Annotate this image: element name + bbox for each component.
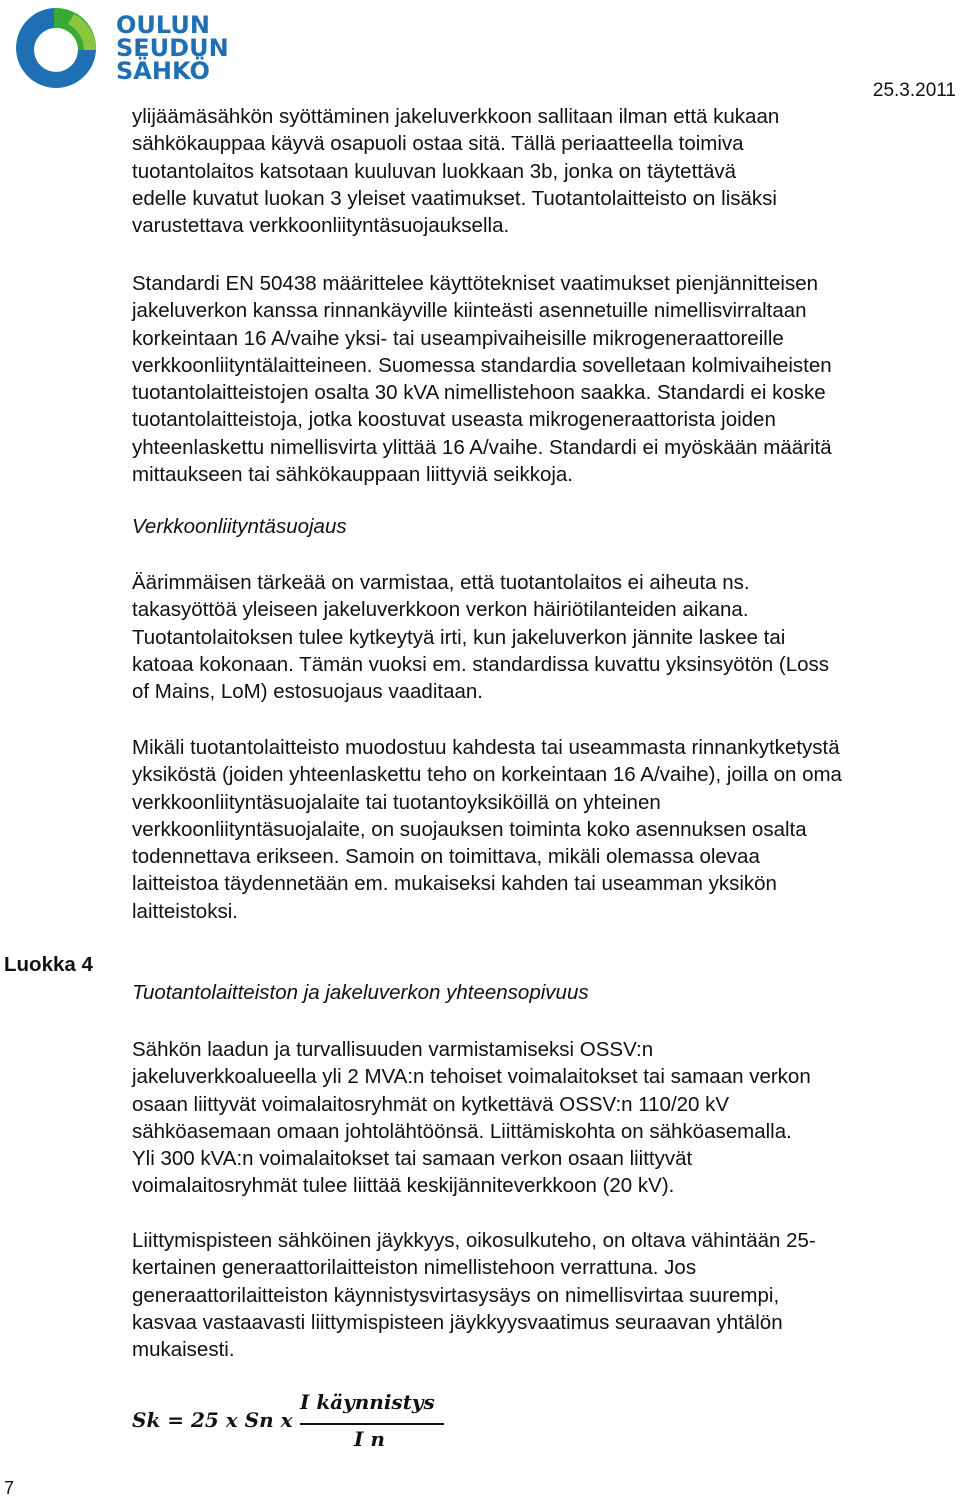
text-line: Liittymispisteen sähköinen jäykkyys, oikosulkuteho, on oltava vähintään 25- xyxy=(132,1229,816,1252)
text-line: sähköasemaan omaan johtolähtöönsä. Liittämiskohta on sähköasemalla. xyxy=(132,1119,792,1143)
text-line: Standardi EN 50438 määrittelee käyttötekniset vaatimukset pienjännitteisen xyxy=(132,272,819,295)
text-line: tuotantolaitteistoja, jotka koostuvat useasta mikrogeneraattorista joiden xyxy=(132,408,776,432)
logo-line: SEUDUN xyxy=(116,34,229,62)
text-line: mittaukseen tai sähkökauppaan liittyviä seikkoja. xyxy=(132,463,573,487)
logo-line: SÄHKÖ xyxy=(116,57,210,85)
text-line: Mikäli tuotantolaitteisto muodostuu kahdesta tai useammasta rinnankytketystä xyxy=(132,736,840,759)
text-line: Tuotantolaitoksen tulee kytkeytyä irti, kun jakeluverkon jännite laskee tai xyxy=(132,625,786,649)
formula-lhs: Sk = 25 x Sn x xyxy=(132,1408,293,1432)
text-line: jakeluverkkoalueella yli 2 MVA:n tehoiset voimalaitokset tai samaan verkon xyxy=(132,1065,811,1089)
text-line: of Mains, LoM) estosuojaus vaaditaan. xyxy=(132,680,483,704)
text-line: Yli 300 kVA:n voimalaitokset tai samaan verkon osaan liittyvät xyxy=(132,1147,693,1171)
text-line: osaan liittyvät voimalaitosryhmät on kytkettävä OSSV:n 110/20 kV xyxy=(132,1092,730,1116)
text-line: mukaisesti. xyxy=(132,1338,235,1362)
text-line: Äärimmäisen tärkeää on varmistaa, että tuotantolaitos ei aiheuta ns. xyxy=(132,571,750,594)
section-heading-protection: Verkkoonliityntäsuojaus xyxy=(132,515,347,538)
class-label: Luokka 4 xyxy=(4,953,93,976)
text-line: tuotantolaitteistojen osalta 30 kVA nimellistehoon saakka. Standardi ei koske xyxy=(132,381,826,405)
paragraph-stiffness xyxy=(132,1227,958,1363)
text-line: sähkökauppaa käyvä osapuoli ostaa sitä. Tällä periaatteella toimiva xyxy=(132,132,744,156)
text-line: laitteistoksi. xyxy=(132,899,238,923)
formula-numerator: I käynnistys xyxy=(300,1390,435,1414)
text-line: kasvaa vastaavasti liittymispisteen jäykkyysvaatimus seuraavan yhtälön xyxy=(132,1310,783,1334)
text-line: todennettava erikseen. Samoin on toimittava, mikäli olemassa olevaa xyxy=(132,845,760,869)
text-line: verkkoonliityntälaitteineen. Suomessa standardia sovelletaan kolmivaiheisten xyxy=(132,353,832,377)
text-line: jakeluverkon kanssa rinnankäyville kiinteästi asennetuille nimellisvirraltaan xyxy=(132,299,807,323)
document-date: 25.3.2011 xyxy=(872,80,956,101)
text-line: verkkoonliityntäsuojalaite tai tuotantoyksiköillä on yhteinen xyxy=(132,790,661,814)
paragraph-backfeed xyxy=(132,103,958,239)
text-line: ylijäämäsähkön syöttäminen jakeluverkkoon sallitaan ilman että kukaan xyxy=(132,105,780,128)
logo-line: OULUN xyxy=(116,11,210,39)
text-line: katoaa kokonaan. Tämän vuoksi em. standardissa kuvattu yksinsyötön (Loss xyxy=(132,652,829,676)
page-number: 7 xyxy=(4,1478,15,1498)
section-heading-compatibility: Tuotantolaitteiston ja jakeluverkon yhteensopivuus xyxy=(132,981,589,1004)
text-line: Sähkön laadun ja turvallisuuden varmistamiseksi OSSV:n xyxy=(132,1038,654,1061)
paragraph-lom-protection xyxy=(132,569,958,705)
text-line: edelle kuvatut luokan 3 yleiset vaatimukset. Tuotantolaitteisto on lisäksi xyxy=(132,186,777,210)
text-line: verkkoonliityntäsuojalaite, on suojauksen toiminta koko asennuksen osalta xyxy=(132,817,807,841)
text-line: tuotantolaitos katsotaan kuuluvan luokkaan 3b, jonka on täytettävä xyxy=(132,159,737,183)
paragraph-standard-en50438 xyxy=(132,270,958,488)
text-line: voimalaitosryhmät tulee liittää keskijänniteverkkoon (20 kV). xyxy=(132,1174,675,1198)
stiffness-formula xyxy=(132,1390,462,1460)
logo-mark-icon xyxy=(4,2,104,92)
text-line: laitteistoa täydennetään em. mukaiseksi kahden tai useamman yksikön xyxy=(132,872,777,896)
text-line: takasyöttöä yleiseen jakeluverkkoon verkon häiriötilanteiden aikana. xyxy=(132,598,749,622)
logo-wordmark xyxy=(116,11,229,85)
formula-denominator: I n xyxy=(354,1427,385,1451)
paragraph-power-quality xyxy=(132,1036,958,1200)
paragraph-multiple-units xyxy=(132,734,958,925)
text-line: generaattorilaitteiston käynnistysvirtasysäys on nimellisvirtaa suurempi, xyxy=(132,1283,780,1307)
text-line: kertainen generaattorilaitteiston nimellistehoon verrattuna. Jos xyxy=(132,1256,697,1280)
text-line: yksiköstä (joiden yhteenlaskettu teho on korkeintaan 16 A/vaihe), joilla on oma xyxy=(132,763,842,787)
text-line: varustettava verkkoonliityntäsuojauksella. xyxy=(132,214,510,238)
text-line: korkeintaan 16 A/vaihe yksi- tai useampivaiheisille mikrogeneraattoreille xyxy=(132,326,784,350)
company-logo xyxy=(4,2,229,92)
fraction-bar xyxy=(300,1423,444,1425)
text-line: yhteenlaskettu nimellisvirta ylittää 16 A/vaihe. Standardi ei myöskään määritä xyxy=(132,435,832,459)
